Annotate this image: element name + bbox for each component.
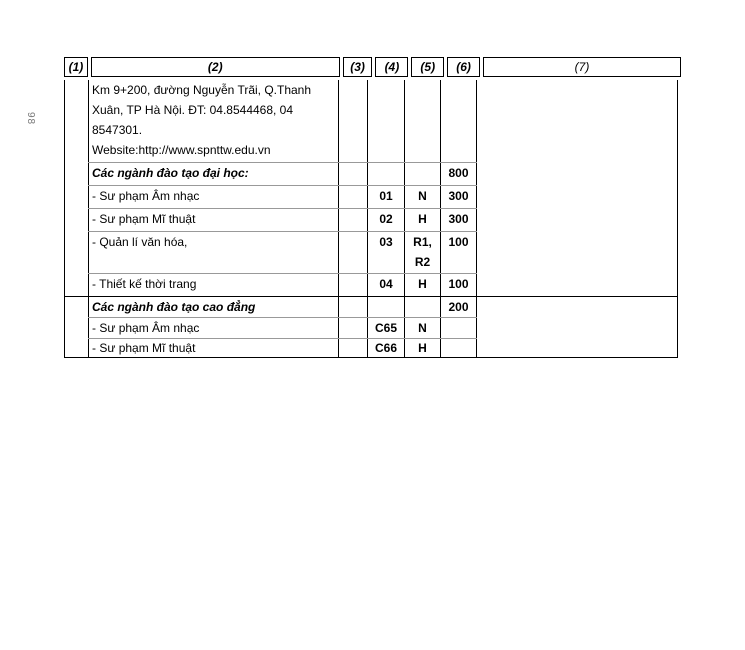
header-col-2: (2) <box>91 57 340 77</box>
major-name: - Sư phạm Mĩ thuật <box>92 341 196 355</box>
quota-value: 300 <box>448 212 469 226</box>
header-col-6: (6) <box>447 57 480 77</box>
col-border <box>64 80 65 358</box>
header-col-3: (3) <box>343 57 373 77</box>
quota-value: 800 <box>448 166 469 180</box>
quota-value: 300 <box>448 189 469 203</box>
exam-block: H <box>418 277 427 291</box>
exam-block: R1, <box>413 235 432 249</box>
exam-block: H <box>418 212 427 226</box>
major-name: - Quản lí văn hóa, <box>92 235 188 249</box>
exam-block: N <box>418 321 427 335</box>
website-line: Website:http://www.spnttw.edu.vn <box>92 143 271 157</box>
major-name: - Sư phạm Âm nhạc <box>92 321 200 335</box>
major-code: C65 <box>374 321 397 335</box>
section-heading-university: Các ngành đào tạo đại học: <box>92 166 249 180</box>
section-heading-college: Các ngành đào tạo cao đẳng <box>92 300 256 314</box>
major-code: 02 <box>379 212 393 226</box>
exam-block: H <box>418 341 427 355</box>
exam-block: R2 <box>414 255 431 269</box>
major-code: 04 <box>379 277 393 291</box>
quota-value: 100 <box>448 277 469 291</box>
header-col-7: (7) <box>483 57 681 77</box>
table-body <box>64 80 678 358</box>
header-col-4: (4) <box>375 57 408 77</box>
col-border <box>677 80 678 358</box>
major-name: - Thiết kế thời trang <box>92 277 197 291</box>
school-address <box>92 80 342 160</box>
table-header <box>64 57 681 77</box>
header-col-1: (1) <box>64 57 88 77</box>
address-line: Xuân, TP Hà Nội. ĐT: 04.8544468, 04 <box>92 103 294 117</box>
address-line: Km 9+200, đường Nguyễn Trãi, Q.Thanh <box>92 83 312 97</box>
major-name: - Sư phạm Mĩ thuật <box>92 212 196 226</box>
quota-value: 100 <box>448 235 469 249</box>
page-number: 98 <box>25 112 36 126</box>
address-line: 8547301. <box>92 123 143 137</box>
major-name: - Sư phạm Âm nhạc <box>92 189 200 203</box>
major-code: 01 <box>379 189 393 203</box>
major-code: 03 <box>379 235 393 249</box>
exam-block: N <box>418 189 427 203</box>
header-col-5: (5) <box>411 57 444 77</box>
major-code: C66 <box>374 341 397 355</box>
quota-value: 200 <box>448 300 469 314</box>
